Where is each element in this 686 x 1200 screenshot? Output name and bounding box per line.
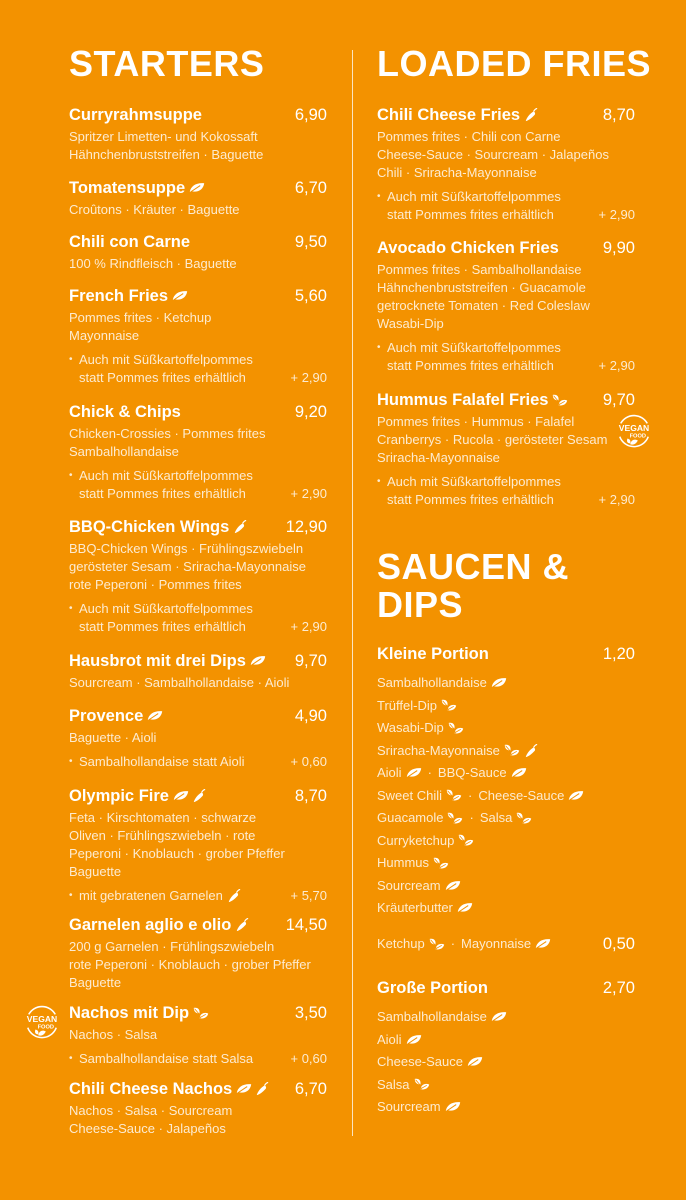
vegan-icon <box>447 812 463 825</box>
portion-price: 1,20 <box>602 645 635 663</box>
sauce-item <box>377 695 635 718</box>
sauce-name: Cheese-Sauce <box>478 787 565 803</box>
menu-item-price: 14,50 <box>285 916 327 934</box>
menu-item-name-text: Tomatensuppe <box>69 179 186 197</box>
menu-item-header <box>69 517 327 537</box>
leaf-icon <box>491 1011 507 1023</box>
sauce-item <box>377 1051 635 1074</box>
leaf-icon <box>445 1101 461 1113</box>
menu-item-extra-option <box>69 600 327 636</box>
section-title-saucen <box>377 548 569 624</box>
menu-item-extra-option <box>69 1050 327 1068</box>
description-line: Sourcream · Sambalhollandaise · Aioli <box>69 675 290 690</box>
column-divider <box>352 50 353 1136</box>
description-line: Spritzer Limetten- und Kokossaft <box>69 129 258 144</box>
vegan-icon <box>429 938 445 951</box>
description-line: Oliven · Frühlingszwiebeln · rote <box>69 828 256 843</box>
sauce-item <box>377 785 635 808</box>
menu-item <box>69 1079 327 1138</box>
menu-item-description <box>69 809 327 881</box>
menu-item-description <box>69 938 327 992</box>
menu-item <box>69 915 327 992</box>
extra-line: • Auch mit Süßkartoffelpommes <box>387 340 561 355</box>
leaf-icon <box>535 938 551 950</box>
menu-item-description <box>69 674 327 692</box>
description-line: Hähnchenbruststreifen · Guacamole <box>377 280 586 295</box>
leaf-icon <box>236 1083 252 1095</box>
menu-item-name-text: Chili Cheese Fries <box>377 106 521 124</box>
leaf-icon <box>189 182 205 194</box>
chili-icon <box>192 789 206 803</box>
sauce-item <box>377 830 635 853</box>
menu-item-name <box>69 402 181 422</box>
sauce-item <box>377 1074 635 1097</box>
leaf-icon <box>491 677 507 689</box>
extra-line: statt Pommes frites erhältlich <box>387 358 554 373</box>
mayonnaise-label: Mayonnaise <box>461 936 532 951</box>
menu-item-name-text: Chili con Carne <box>69 233 191 251</box>
extra-option-price: + 0,60 <box>290 1051 327 1066</box>
description-line: Pommes frites · Ketchup <box>69 310 212 325</box>
description-line: Wasabi-Dip <box>377 316 444 331</box>
sauces-large-portion <box>377 978 635 1119</box>
menu-item-name-text: Garnelen aglio e olio <box>69 916 232 934</box>
svg-text:FOOD: FOOD <box>629 433 647 440</box>
menu-item-header <box>69 1079 327 1099</box>
extra-option-text <box>69 753 245 771</box>
sauce-name: Sambalhollandaise <box>377 1009 487 1024</box>
menu-item-name <box>69 651 266 671</box>
menu-item-name-text: Hausbrot mit drei Dips <box>69 652 246 670</box>
description-line: Feta · Kirschtomaten · schwarze <box>69 810 257 825</box>
menu-item-name <box>69 232 190 252</box>
vegan-icon <box>516 812 532 825</box>
sauce-name: Hummus <box>377 855 430 870</box>
extra-option-text <box>69 467 253 503</box>
separator: · <box>450 936 456 951</box>
leaf-icon <box>173 790 189 802</box>
portion-header <box>377 644 635 664</box>
menu-item-description <box>69 729 327 747</box>
menu-item-name-text: Olympic Fire <box>69 787 169 805</box>
description-line: Peperoni · Knoblauch · grober Pfeffer <box>69 846 285 861</box>
chili-icon <box>255 1082 269 1096</box>
extra-line: statt Pommes frites erhältlich <box>79 370 246 385</box>
menu-item-description <box>377 128 635 182</box>
menu-item <box>69 651 327 692</box>
separator: · <box>469 810 474 825</box>
extra-line: statt Pommes frites erhältlich <box>387 492 554 507</box>
chili-icon <box>233 520 247 534</box>
description-line: Nachos · Salsa <box>69 1027 158 1042</box>
sauce-name: Guacamole <box>377 810 444 825</box>
menu-item-price: 9,50 <box>294 233 327 251</box>
menu-item-name <box>69 915 249 935</box>
extra-line: • Sambalhollandaise statt Aioli <box>79 754 245 769</box>
sauce-name: Sourcream <box>377 877 441 893</box>
menu-item-description <box>69 255 327 273</box>
vegan-food-badge-icon <box>23 1003 61 1041</box>
menu-item <box>69 402 327 503</box>
menu-item-price: 6,70 <box>294 179 327 197</box>
menu-item-extra-option <box>377 339 635 375</box>
leaf-icon <box>406 1034 422 1046</box>
leaf-icon <box>568 790 584 802</box>
svg-text:VEGAN: VEGAN <box>26 1014 58 1024</box>
menu-item-description <box>69 1102 327 1138</box>
menu-item-price: 9,70 <box>294 652 327 670</box>
sauce-item <box>377 762 635 785</box>
separator: · <box>468 787 473 803</box>
leaf-icon <box>457 902 473 914</box>
extra-option-price: + 2,90 <box>598 358 635 373</box>
menu-item-header <box>69 915 327 935</box>
extra-option-text <box>69 887 241 905</box>
menu-item-icons <box>147 710 163 722</box>
chili-icon <box>524 744 538 758</box>
section-title-loaded-fries: LOADED FRIES <box>377 43 652 84</box>
extra-line: • Auch mit Süßkartoffelpommes <box>79 352 253 367</box>
description-line: Cranberrys · Rucola · gerösteter Sesam <box>377 432 608 447</box>
menu-item-icons <box>524 108 538 122</box>
sauce-name: Salsa <box>479 810 513 825</box>
leaf-icon <box>250 655 266 667</box>
extra-option-price: + 5,70 <box>290 888 327 903</box>
extra-line: statt Pommes frites erhältlich <box>387 207 554 222</box>
menu-item <box>69 286 327 387</box>
description-line: Mayonnaise <box>69 328 140 343</box>
menu-item <box>377 238 635 375</box>
vegan-icon <box>458 834 474 847</box>
menu-item-name <box>69 178 205 198</box>
leaf-icon <box>406 767 422 779</box>
vegan-icon <box>193 1007 209 1020</box>
sauce-list-large <box>377 1006 635 1119</box>
description-line: Croûtons · Kräuter · Baguette <box>69 202 240 217</box>
extra-option-price: + 0,60 <box>290 754 327 769</box>
extra-line: • Sambalhollandaise statt Salsa <box>79 1051 254 1066</box>
sauce-name: Salsa <box>377 1076 410 1092</box>
description-line: Sriracha-Mayonnaise <box>377 450 500 465</box>
description-line: Baguette <box>69 975 122 990</box>
menu-item-icons <box>173 789 206 803</box>
menu-item-extra-option <box>377 473 635 509</box>
menu-item-price: 6,70 <box>294 1080 327 1098</box>
menu-item-price: 8,70 <box>294 787 327 805</box>
menu-item-icons <box>236 1082 269 1096</box>
description-line: rote Peperoni · Pommes frites <box>69 577 242 592</box>
leaf-icon <box>172 290 188 302</box>
description-line: BBQ-Chicken Wings · Frühlingszwiebeln <box>69 541 304 556</box>
ketchup-mayo-text <box>377 934 551 954</box>
extra-line: statt Pommes frites erhältlich <box>79 486 246 501</box>
extra-option-price: + 2,90 <box>290 486 327 501</box>
menu-item-header <box>69 286 327 306</box>
description-line: Cheese-Sauce · Jalapeños <box>69 1121 226 1136</box>
sauce-name: BBQ-Sauce <box>437 765 507 780</box>
menu-item-price: 9,70 <box>602 391 635 409</box>
menu-item-price: 6,90 <box>294 106 327 124</box>
menu-item-icons <box>552 394 568 407</box>
menu-item-header <box>377 105 635 125</box>
menu-item-price: 5,60 <box>294 287 327 305</box>
menu-item-name-text: Hummus Falafel Fries <box>377 391 549 409</box>
menu-item-description <box>377 261 635 333</box>
menu-item-name <box>69 517 247 537</box>
description-line: Chicken-Crossies · Pommes frites <box>69 426 266 441</box>
menu-item-price: 4,90 <box>294 707 327 725</box>
menu-item-name <box>69 786 206 806</box>
menu-item-extra-option <box>69 351 327 387</box>
menu-item-name <box>377 238 559 258</box>
description-line: getrocknete Tomaten · Red Coleslaw <box>377 298 590 313</box>
sauce-item <box>377 740 635 763</box>
menu-item-name-text: Provence <box>69 707 144 725</box>
menu-item <box>26 1003 327 1068</box>
portion-price: 2,70 <box>602 979 635 997</box>
menu-item-header <box>377 390 635 410</box>
menu-item-price: 12,90 <box>285 518 327 536</box>
chili-icon <box>235 918 249 932</box>
sauce-name: Sambalhollandaise <box>377 675 487 690</box>
vegan-icon <box>414 1078 430 1091</box>
extra-line: • Auch mit Süßkartoffelpommes <box>387 474 561 489</box>
portion-label: Kleine Portion <box>377 645 489 663</box>
menu-item-name-text: Chili Cheese Nachos <box>69 1080 233 1098</box>
menu-item-header <box>69 651 327 671</box>
menu-item-price: 8,70 <box>602 106 635 124</box>
menu-item-header <box>69 402 327 422</box>
menu-item-header <box>69 786 327 806</box>
menu-item-icons <box>235 918 249 932</box>
extra-option-price: + 2,90 <box>598 492 635 507</box>
menu-item-name <box>377 105 538 125</box>
menu-item-name-text: Avocado Chicken Fries <box>377 239 559 257</box>
extra-option-price: + 2,90 <box>598 207 635 222</box>
description-line: Pommes frites · Chili con Carne <box>377 129 561 144</box>
menu-item-description <box>69 540 327 594</box>
vegan-icon <box>433 857 449 870</box>
vegan-food-badge-icon <box>615 412 653 450</box>
chili-icon <box>524 108 538 122</box>
menu-item-description <box>69 128 327 164</box>
menu-item-name <box>377 390 568 410</box>
saucen-title-line1: SAUCEN & <box>377 546 570 587</box>
extra-option-text <box>377 473 561 509</box>
menu-item-header <box>377 238 635 258</box>
menu-item-description <box>69 201 327 219</box>
menu-item-icons <box>172 290 188 302</box>
menu-item-name <box>69 286 188 306</box>
sauce-list-small <box>377 672 635 920</box>
section-title-starters: STARTERS <box>69 43 265 84</box>
chili-icon <box>227 889 241 903</box>
ketchup-label: Ketchup <box>377 936 425 951</box>
sauce-name: Sriracha-Mayonnaise <box>377 742 500 758</box>
menu-item <box>377 105 635 224</box>
sauce-name: Aioli <box>377 1031 402 1047</box>
menu-item <box>69 786 327 905</box>
sauce-name: Curryketchup <box>377 832 455 848</box>
menu-item-icons <box>189 182 205 194</box>
menu-item-description <box>69 309 327 345</box>
leaf-icon <box>445 880 461 892</box>
menu-item-header <box>69 105 327 125</box>
sauce-item <box>377 672 635 695</box>
vegan-icon <box>552 394 568 407</box>
svg-text:FOOD: FOOD <box>37 1024 55 1031</box>
menu-item-name <box>69 1079 269 1099</box>
menu-item <box>69 517 327 636</box>
menu-item-extra-option <box>69 887 327 905</box>
description-line: Pommes frites · Sambalhollandaise <box>377 262 582 277</box>
menu-item-price: 9,90 <box>602 239 635 257</box>
menu-item-name-text: Nachos mit Dip <box>69 1004 190 1022</box>
extra-line: • Auch mit Süßkartoffelpommes <box>387 189 561 204</box>
sauce-name: Aioli <box>377 765 402 780</box>
svg-text:VEGAN: VEGAN <box>618 423 650 433</box>
menu-item <box>69 178 327 219</box>
description-line: Baguette · Aioli <box>69 730 157 745</box>
menu-item-name-text: French Fries <box>69 287 169 305</box>
vegan-icon <box>441 699 457 712</box>
menu-item-name-text: Chick & Chips <box>69 403 181 421</box>
description-line: Chili · Sriracha-Mayonnaise <box>377 165 537 180</box>
sauces-small-portion <box>377 644 635 920</box>
sauce-item <box>377 717 635 740</box>
menu-item <box>377 390 650 509</box>
sauce-name: Cheese-Sauce <box>377 1054 463 1069</box>
extra-option-text <box>69 351 253 387</box>
extra-line: • Auch mit Süßkartoffelpommes <box>79 601 253 616</box>
description-line: 200 g Garnelen · Frühlingszwiebeln <box>69 939 275 954</box>
sauce-item <box>377 1006 635 1029</box>
menu-item-header <box>69 232 327 252</box>
sauce-item <box>377 1096 635 1119</box>
extra-line: mit gebratenen Garnelen <box>79 887 241 905</box>
menu-item-name-text: BBQ-Chicken Wings <box>69 518 230 536</box>
sauce-item <box>377 875 635 898</box>
extra-option-price: + 2,90 <box>290 619 327 634</box>
menu-item-description <box>69 425 327 461</box>
extra-option-text <box>69 600 253 636</box>
separator: · <box>427 765 432 780</box>
menu-item-header <box>69 706 327 726</box>
description-line: Sambalhollandaise <box>69 444 179 459</box>
sauce-name: Trüffel-Dip <box>377 697 437 713</box>
extra-option-text <box>377 339 561 375</box>
vegan-icon <box>504 744 520 757</box>
description-line: Pommes frites · Hummus · Falafel <box>377 414 575 429</box>
ketchup-mayo-price: 0,50 <box>602 935 635 953</box>
portion-label: Große Portion <box>377 979 488 997</box>
leaf-icon <box>147 710 163 722</box>
sauce-item <box>377 807 635 830</box>
menu-item-name <box>69 105 202 125</box>
description-line: Cheese-Sauce · Sourcream · Jalapeños <box>377 147 609 162</box>
menu-item-price: 3,50 <box>294 1004 327 1022</box>
menu-item-name <box>69 1003 209 1023</box>
menu-item-price: 9,20 <box>294 403 327 421</box>
sauce-name: Kräuterbutter <box>377 900 453 915</box>
menu-item-name-text: Curryrahmsuppe <box>69 106 202 124</box>
sauce-item <box>377 852 635 875</box>
sauce-name: Sweet Chili <box>377 787 443 803</box>
description-line: 100 % Rindfleisch · Baguette <box>69 256 237 271</box>
extra-option-text <box>377 188 561 224</box>
leaf-icon <box>467 1056 483 1068</box>
sauce-name: Sourcream <box>377 1099 441 1114</box>
menu-item-name <box>69 706 163 726</box>
menu-item-icons <box>233 520 247 534</box>
extra-line: • Auch mit Süßkartoffelpommes <box>79 468 253 483</box>
vegan-icon <box>446 789 462 802</box>
menu-item-extra-option <box>69 467 327 503</box>
menu-item-header <box>69 178 327 198</box>
extra-option-text <box>69 1050 253 1068</box>
sauce-item <box>377 1029 635 1052</box>
menu-item <box>69 706 327 771</box>
sauce-item <box>377 897 635 920</box>
saucen-title-line2: DIPS <box>377 584 464 625</box>
extra-option-price: + 2,90 <box>290 370 327 385</box>
description-line: Baguette <box>69 864 122 879</box>
menu-item-extra-option <box>377 188 635 224</box>
menu-item-description <box>69 1026 327 1044</box>
portion-header <box>377 978 635 998</box>
menu-item-icons <box>250 655 266 667</box>
menu-item-icons <box>193 1007 209 1020</box>
ketchup-mayo-line <box>377 934 635 954</box>
description-line: Nachos · Salsa · Sourcream <box>69 1103 233 1118</box>
description-line: gerösteter Sesam · Sriracha-Mayonnaise <box>69 559 306 574</box>
extra-line: statt Pommes frites erhältlich <box>79 619 246 634</box>
menu-item-extra-option <box>69 753 327 771</box>
menu-item-description <box>377 413 635 467</box>
menu-item <box>69 105 327 164</box>
vegan-icon <box>448 722 464 735</box>
sauce-name: Wasabi-Dip <box>377 720 444 735</box>
description-line: rote Peperoni · Knoblauch · grober Pfeffer <box>69 957 311 972</box>
menu-item <box>69 232 327 273</box>
menu-item-header <box>69 1003 327 1023</box>
description-line: Hähnchenbruststreifen · Baguette <box>69 147 264 162</box>
leaf-icon <box>511 767 527 779</box>
